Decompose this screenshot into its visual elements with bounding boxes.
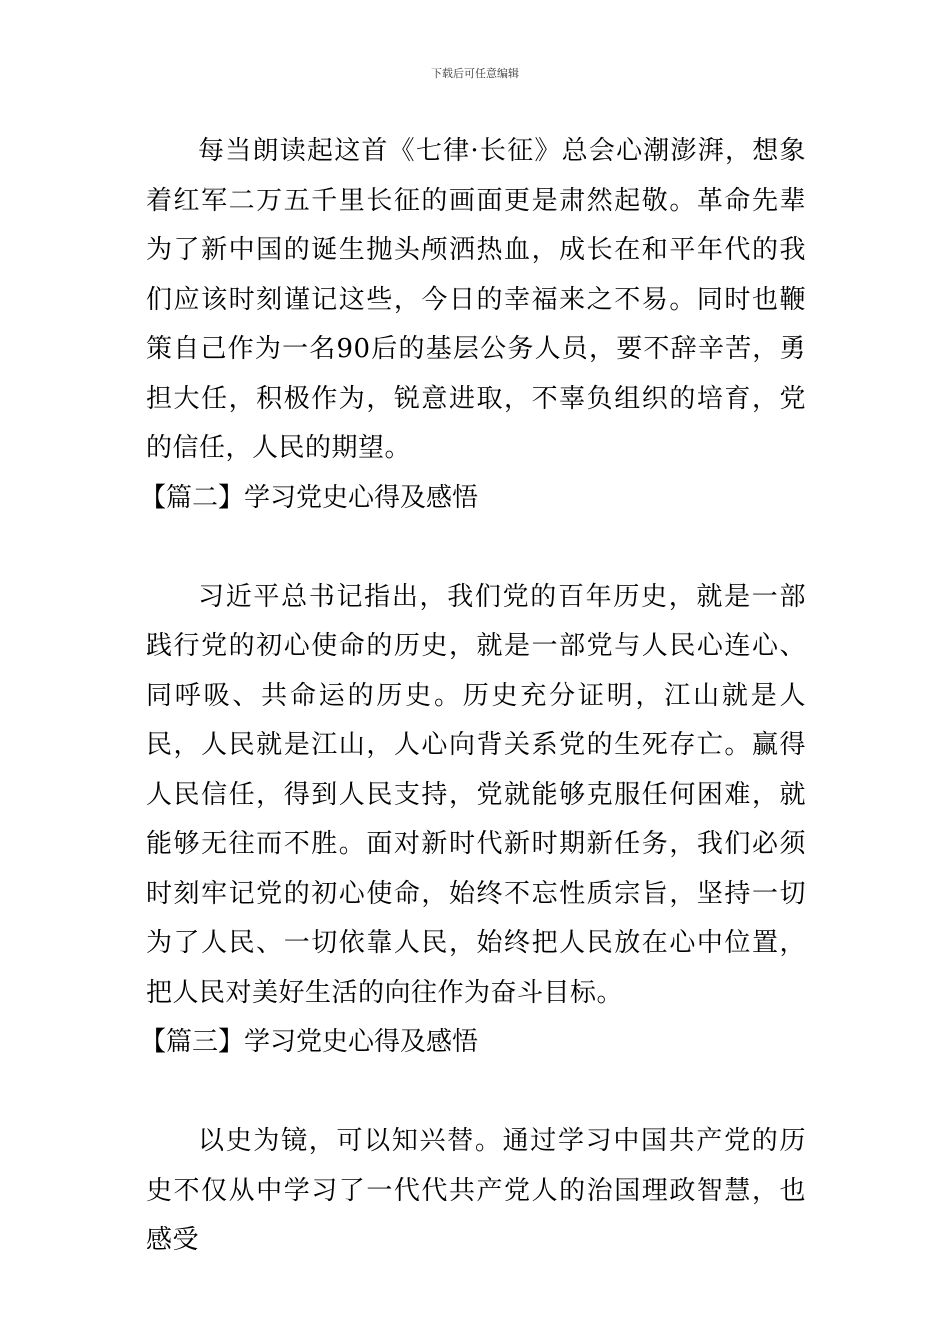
paragraph-2: 习近平总书记指出，我们党的百年历史，就是一部践行党的初心使命的历史，就是一部党与人民心连心、同呼吸、共命运的历史。历史充分证明，江山就是人民，人民就是江山，人心向背关系党的生死存亡。赢得人民信任，得到人民支持，党就能够克服任何困难，就能够无往而不胜。面对新时代新时期新任务，我们必须时刻牢记党的初心使命，始终不忘性质宗旨，坚持一切为了人民、一切依靠人民，始终把人民放在心中位置，把人民对美好生活的向往作为奋斗目标。 <box>146 581 806 1008</box>
paragraph-1: 每当朗读起这首《七律·长征》总会心潮澎湃，想象着红军二万五千里长征的画面更是肃然起敬。革命先辈为了新中国的诞生抛头颅洒热血，成长在和平年代的我们应该时刻谨记这些，今日的幸福来之不易。同时也鞭策自己作为一名90后的基层公务人员，要不辞辛苦，勇担大任，积极作为，锐意进取，不辜负组织的培育，党的信任，人民的期望。 <box>146 136 806 463</box>
section-spacer <box>146 1068 806 1118</box>
page-header-note: 下载后可任意编辑 <box>431 67 519 80</box>
paragraph-3: 以史为镜，可以知兴替。通过学习中国共产党的历史不仅从中学习了一代代共产党人的治国理政智慧，也感受 <box>146 1126 806 1255</box>
section-3-title: 【篇三】学习党史心得及感悟 <box>140 1027 479 1057</box>
section-2-title: 【篇二】学习党史心得及感悟 <box>140 482 479 513</box>
section-spacer <box>146 523 806 573</box>
document-body <box>140 127 806 1266</box>
